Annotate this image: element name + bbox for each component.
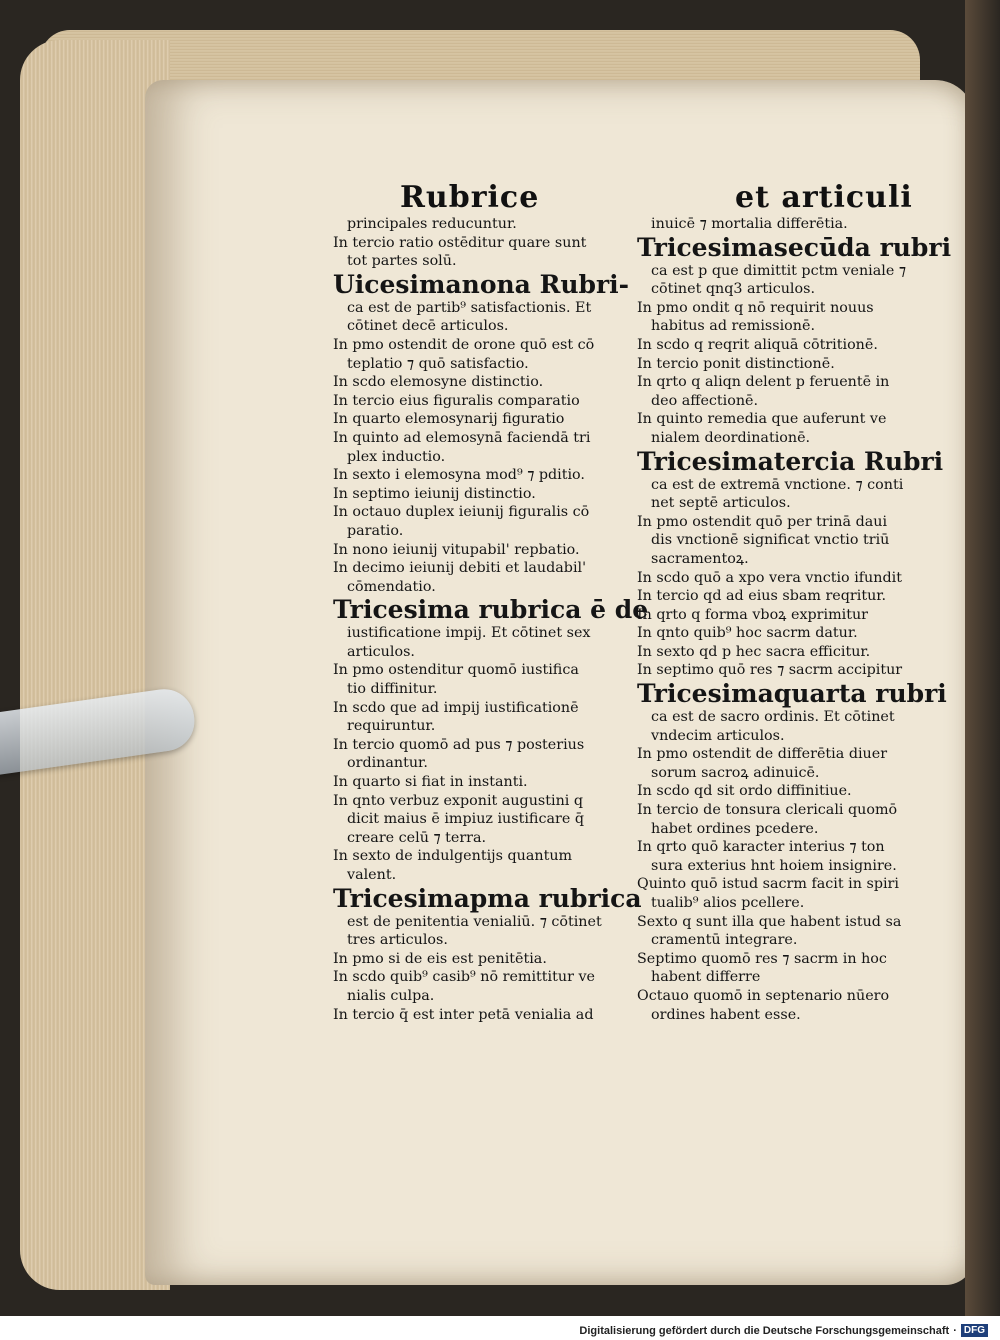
left-text-line: In septimo ieiunij distinctio. bbox=[333, 485, 536, 502]
left-text-line: principales reducuntur. bbox=[347, 216, 517, 232]
left-text-line: In quarto elemosynarij figuratio bbox=[333, 411, 565, 428]
left-text-line: tio diffinitur. bbox=[347, 681, 438, 698]
right-text-line: In qrto quō karacter interius ⁊ ton bbox=[637, 839, 885, 856]
right-text-line: In qrto q aliqn delent p feruentē in bbox=[637, 374, 890, 391]
right-text-line: ordines habent esse. bbox=[651, 1006, 801, 1023]
right-text-line: inuicē ⁊ mortalia differētia. bbox=[651, 216, 848, 232]
footer-text: Digitalisierung gefördert durch die Deutsche Forschungsgemeinschaft bbox=[579, 1324, 950, 1337]
left-text-line: est de penitentia venialiū. ⁊ cōtinet bbox=[347, 913, 602, 930]
left-text-line: In pmo ostenditur quomō iustifica bbox=[333, 662, 579, 679]
right-text-line: habet ordines pcedere. bbox=[651, 820, 819, 837]
right-text-line: Sexto q sunt illa que habent istud sa bbox=[637, 913, 902, 930]
left-text-line: cōtinet decē articulos. bbox=[347, 318, 509, 335]
left-text-line: In nono ieiunij vitupabil' repbatio. bbox=[333, 541, 580, 558]
left-text-line: In quarto si fiat in instanti. bbox=[333, 774, 528, 791]
footer-credit: Digitalisierung gefördert durch die Deutsche Forschungsgemeinschaft · DFG bbox=[579, 1324, 988, 1337]
text-column-right bbox=[637, 215, 952, 1024]
right-text-line: tualib⁹ alios pcellere. bbox=[651, 895, 805, 911]
left-text-line: dicit maius ē impiuz iustificare q̄ bbox=[347, 811, 584, 828]
left-text-line: In scdo quib⁹ casib⁹ nō remittitur ve bbox=[333, 969, 595, 986]
left-text-line: In tercio quomō ad pus ⁊ posterius bbox=[333, 736, 585, 753]
right-text-line: In qrto q forma vboꝝ exprimitur bbox=[637, 606, 868, 623]
left-text-line: In tercio ratio ostēditur quare sunt bbox=[333, 234, 587, 251]
right-text-line: sorum sacroꝝ adinuicē. bbox=[651, 764, 820, 781]
dfg-logo: DFG bbox=[961, 1324, 988, 1337]
right-text-line: In scdo q reqrit aliquā cōtritionē. bbox=[637, 336, 878, 353]
right-text-line: nialem deordinationē. bbox=[651, 429, 811, 446]
left-text-line: In octauo duplex ieiunij figuralis cō bbox=[333, 504, 590, 521]
right-text-line: In quinto remedia que auferunt ve bbox=[637, 411, 887, 428]
left-text-line: ca est de partib⁹ satisfactionis. Et bbox=[347, 299, 592, 316]
right-text-line: net septē articulos. bbox=[651, 495, 791, 512]
left-text-line: cōmendatio. bbox=[347, 578, 436, 595]
left-text-line: teplatio ⁊ quō satisfactio. bbox=[347, 355, 529, 372]
right-rubric-heading: Tricesimasecūda rubri bbox=[637, 232, 952, 262]
right-text-line: deo affectionē. bbox=[651, 392, 759, 409]
left-text-line: tot partes solū. bbox=[347, 253, 457, 270]
right-text-line: In qnto quib⁹ hoc sacrm datur. bbox=[637, 625, 858, 642]
left-text-line: paratio. bbox=[347, 522, 404, 539]
right-text-line: cōtinet qnq3 articulos. bbox=[651, 281, 815, 298]
left-text-line: In tercio eius figuralis comparatio bbox=[333, 392, 580, 409]
left-text-line: In scdo elemosyne distinctio. bbox=[333, 374, 544, 391]
right-text-line: dis vnctionē significat vnctio triū bbox=[651, 532, 890, 549]
right-text-line: In scdo qd sit ordo diffinitiue. bbox=[637, 783, 852, 800]
text-column-left bbox=[333, 215, 649, 1024]
left-text-line: In tercio q̄ est inter petā venialia ad bbox=[333, 1006, 594, 1023]
left-text-line: iustificatione impij. Et cōtinet sex bbox=[347, 625, 591, 642]
left-text-line: ordinantur. bbox=[347, 755, 428, 772]
left-text-line: articulos. bbox=[347, 643, 415, 660]
running-head-right: et articuli bbox=[735, 180, 913, 215]
right-text-line: In tercio de tonsura clericali quomō bbox=[637, 802, 898, 819]
left-rubric-heading: Tricesimapma rubrica bbox=[333, 883, 642, 913]
right-text-line: sacramentoꝝ. bbox=[651, 550, 749, 567]
right-text-line: habent differre bbox=[651, 969, 761, 986]
right-text-line: In tercio qd ad eius sbam reqritur. bbox=[637, 588, 887, 605]
right-rubric-heading: Tricesimaquarta rubri bbox=[637, 679, 947, 709]
left-text-line: valent. bbox=[347, 867, 397, 883]
right-text-line: cramentū integrare. bbox=[651, 932, 798, 949]
right-text-line: vndecim articulos. bbox=[651, 727, 785, 744]
right-text-line: Septimo quomō res ⁊ sacrm in hoc bbox=[637, 950, 887, 967]
right-rubric-heading: Tricesimatercia Rubri bbox=[637, 446, 944, 476]
right-text-line: In pmo ostendit de differētia diuer bbox=[637, 746, 888, 763]
right-text-line: sura exterius hnt hoiem insignire. bbox=[651, 857, 897, 874]
right-text-line: Quinto quō istud sacrm facit in spiri bbox=[637, 876, 899, 893]
left-text-line: In decimo ieiunij debiti et laudabil' bbox=[333, 560, 587, 577]
right-text-line: In tercio ponit distinctionē. bbox=[637, 355, 835, 372]
left-rubric-heading: Uicesimanona Rubri- bbox=[333, 269, 630, 299]
right-text-line: habitus ad remissionē. bbox=[651, 318, 816, 335]
right-text-line: In scdo quō a xpo vera vnctio ifundit bbox=[637, 569, 902, 586]
right-text-line: In pmo ondit q nō requirit nouus bbox=[637, 299, 874, 316]
left-text-line: In quinto ad elemosynā faciendā tri bbox=[333, 429, 591, 446]
left-text-line: In pmo si de eis est penitētia. bbox=[333, 950, 547, 967]
right-text-line: ca est de extremā vnctione. ⁊ conti bbox=[651, 476, 904, 493]
book-gutter bbox=[965, 0, 1000, 1316]
right-text-line: ca est de sacro ordinis. Et cōtinet bbox=[651, 709, 895, 726]
left-text-line: In scdo que ad impij iustificationē bbox=[333, 699, 579, 716]
left-text-line: tres articulos. bbox=[347, 932, 448, 949]
running-head-left: Rubrice bbox=[400, 180, 540, 215]
left-rubric-heading: Tricesima rubrica ē de bbox=[333, 595, 649, 625]
right-text-line: ca est p que dimittit pctm veniale ⁊ bbox=[651, 262, 906, 279]
left-text-line: In pmo ostendit de orone quō est cō bbox=[333, 336, 595, 353]
left-text-line: requiruntur. bbox=[347, 718, 436, 735]
left-text-line: In sexto i elemosyna mod⁹ ⁊ pditio. bbox=[333, 467, 585, 484]
left-text-line: creare celū ⁊ terra. bbox=[347, 829, 487, 846]
right-text-line: Octauo quomō in septenario nūero bbox=[637, 987, 890, 1004]
left-text-line: In qnto verbuz exponit augustini q bbox=[333, 792, 584, 809]
left-text-line: In sexto de indulgentijs quantum bbox=[333, 848, 573, 865]
right-text-line: In septimo quō res ⁊ sacrm accipitur bbox=[637, 662, 903, 679]
left-text-line: nialis culpa. bbox=[347, 987, 435, 1004]
right-text-line: In pmo ostendit quō per trinā daui bbox=[637, 513, 888, 530]
right-text-line: In sexto qd p hec sacra efficitur. bbox=[637, 643, 871, 660]
left-text-line: plex inductio. bbox=[347, 448, 446, 465]
